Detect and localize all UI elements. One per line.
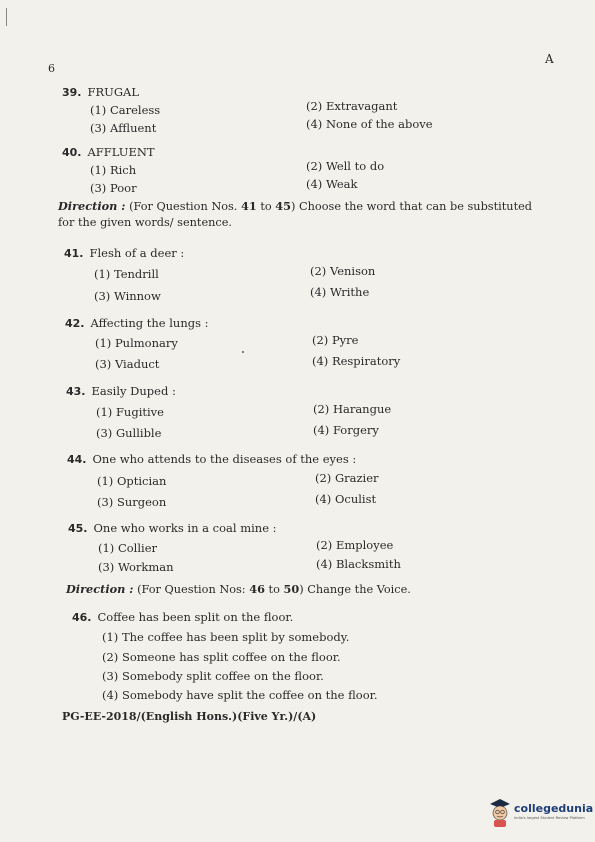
speck xyxy=(242,351,244,353)
option: (1) Optician xyxy=(97,474,167,488)
page-number: 6 xyxy=(48,62,55,75)
direction-from: 41 xyxy=(241,199,257,213)
direction-to-word: to xyxy=(268,583,280,596)
option: (4) Blacksmith xyxy=(316,557,401,571)
question-text: Affecting the lungs : xyxy=(90,316,209,330)
option: (4) Writhe xyxy=(310,285,370,299)
question-40 xyxy=(62,145,155,159)
direction-2 xyxy=(66,581,556,598)
option: (3) Workman xyxy=(98,560,174,574)
question-39 xyxy=(62,85,139,99)
option: (4) Oculist xyxy=(315,492,377,506)
option: (3) Somebody split coffee on the floor. xyxy=(102,669,324,683)
option: (2) Extravagant xyxy=(306,99,398,113)
option: (4) Somebody have split the coffee on the floor. xyxy=(102,688,378,702)
direction-text: (For Question Nos. xyxy=(129,200,238,213)
question-44 xyxy=(67,452,356,466)
direction-text: ) Change the Voice. xyxy=(299,583,411,596)
option: (3) Surgeon xyxy=(97,495,167,509)
question-46 xyxy=(72,610,293,624)
option: (4) Weak xyxy=(306,177,358,191)
option: (2) Someone has split coffee on the floor. xyxy=(102,650,341,664)
direction-to-word: to xyxy=(260,200,272,213)
question-text: Coffee has been split on the floor. xyxy=(97,610,294,624)
option: (4) Respiratory xyxy=(312,354,401,368)
option: (4) Forgery xyxy=(313,423,379,437)
student-mascot-icon xyxy=(488,798,512,832)
question-number: 45. xyxy=(68,522,88,535)
question-41 xyxy=(64,246,184,260)
option: (1) Collier xyxy=(98,541,158,555)
logo-name: collegedunia xyxy=(514,802,594,815)
option: (2) Employee xyxy=(316,538,394,552)
option: (2) Grazier xyxy=(315,471,379,485)
direction-label: Direction : xyxy=(66,582,134,596)
question-42 xyxy=(65,316,209,330)
margin-mark xyxy=(6,8,13,26)
option: (2) Well to do xyxy=(306,159,385,173)
option: (1) Pulmonary xyxy=(95,336,178,350)
question-number: 43. xyxy=(66,385,86,398)
question-text: AFFLUENT xyxy=(87,145,155,159)
question-number: 42. xyxy=(65,317,85,330)
question-text: One who attends to the diseases of the eyes : xyxy=(92,452,357,466)
paper-code-footer: PG-EE-2018/(English Hons.)(Five Yr.)/(A) xyxy=(62,710,317,723)
question-text: FRUGAL xyxy=(87,85,139,99)
logo-tagline: India's largest Student Review Platform xyxy=(514,816,585,820)
direction-text: (For Question Nos: xyxy=(137,583,246,596)
option: (1) Careless xyxy=(90,103,161,117)
question-text: Flesh of a deer : xyxy=(89,246,185,260)
direction-from: 46 xyxy=(249,582,265,596)
option: (2) Harangue xyxy=(313,402,392,416)
collegedunia-logo xyxy=(488,798,594,828)
question-number: 39. xyxy=(62,86,82,99)
option: (2) Pyre xyxy=(312,333,359,347)
question-number: 41. xyxy=(64,247,84,260)
direction-text: ) Choose the word that can be substituted for the given words/ sentence. xyxy=(58,200,533,229)
option: (1) Fugitive xyxy=(96,405,164,419)
option: (3) Poor xyxy=(90,181,137,195)
option: (1) The coffee has been split by somebody. xyxy=(102,630,350,644)
question-number: 46. xyxy=(72,611,92,624)
direction-label: Direction : xyxy=(58,199,126,213)
question-text: Easily Duped : xyxy=(91,384,176,398)
option: (3) Winnow xyxy=(94,289,161,303)
direction-to: 50 xyxy=(283,582,300,596)
direction-1 xyxy=(58,198,548,231)
question-45 xyxy=(68,521,277,535)
direction-to: 45 xyxy=(275,199,291,213)
option: (2) Venison xyxy=(310,264,376,278)
question-number: 40. xyxy=(62,146,82,159)
option: (3) Viaduct xyxy=(95,357,160,371)
option: (3) Affluent xyxy=(90,121,157,135)
option: (1) Rich xyxy=(90,163,137,177)
question-text: One who works in a coal mine : xyxy=(93,521,277,535)
question-43 xyxy=(66,384,176,398)
option: (3) Gullible xyxy=(96,426,162,440)
option: (4) None of the above xyxy=(306,117,433,131)
question-number: 44. xyxy=(67,453,87,466)
option: (1) Tendrill xyxy=(94,267,159,281)
set-label: A xyxy=(545,52,554,66)
